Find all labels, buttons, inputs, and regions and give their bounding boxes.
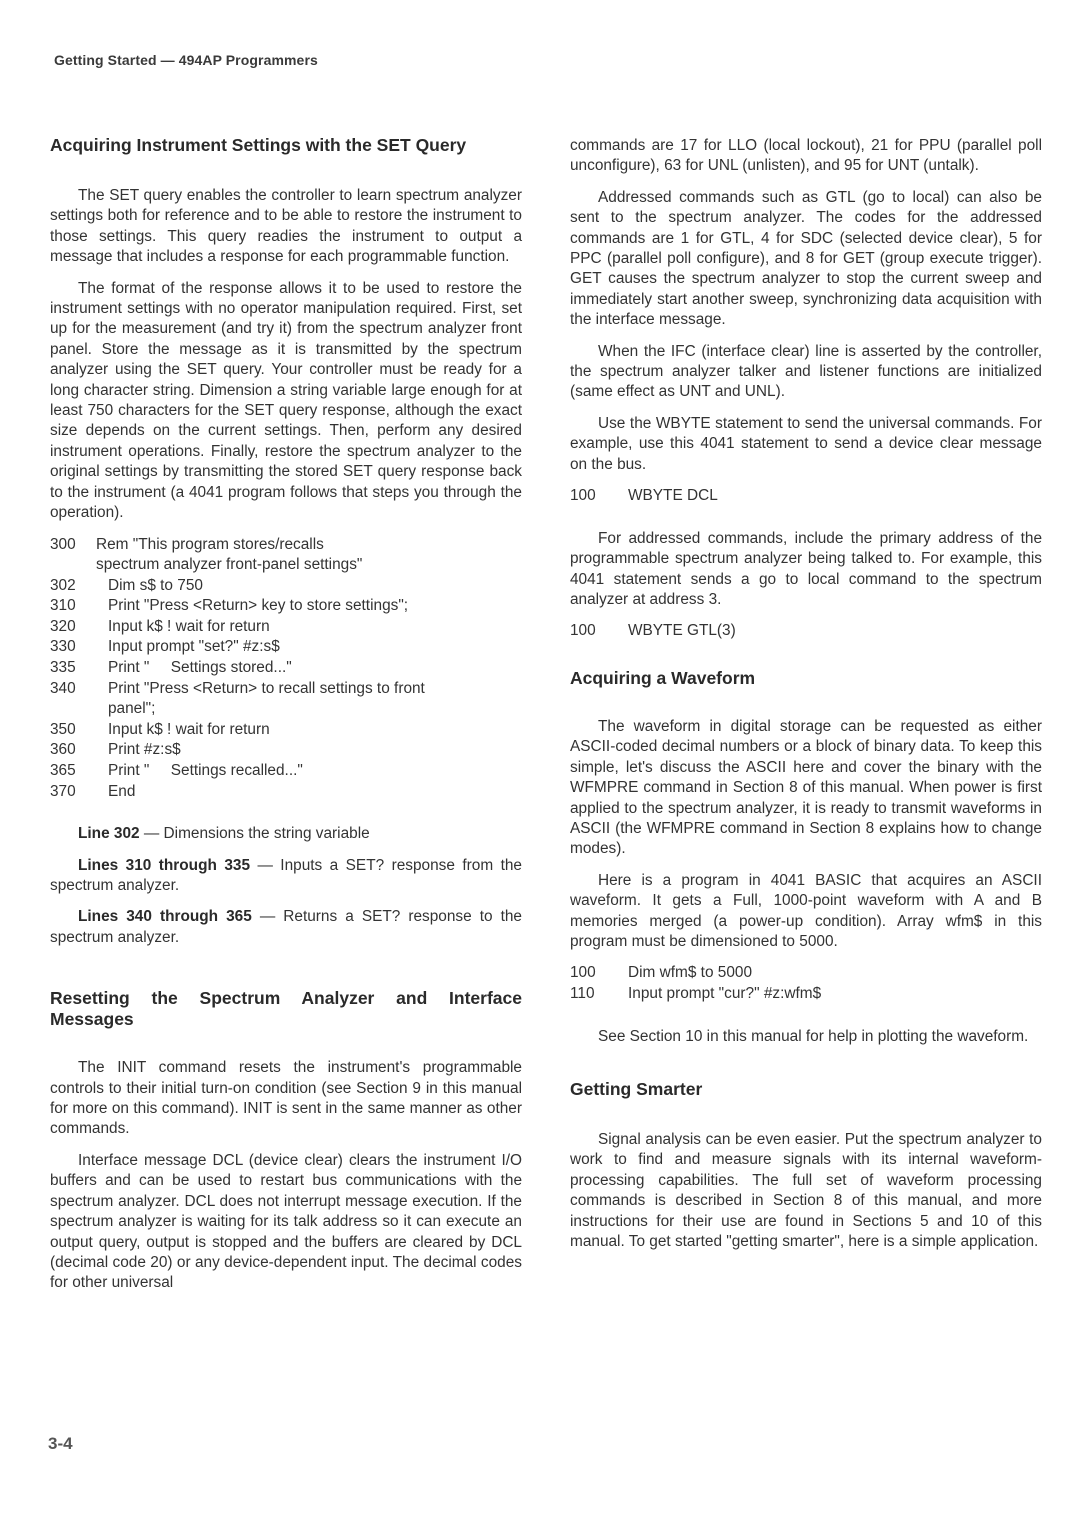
line-note: Lines 340 through 365 — Returns a SET? response to the spectrum analyzer.	[50, 908, 522, 946]
section-heading-resetting: Resetting the Spectrum Analyzer and Interface Messages	[50, 988, 522, 1030]
paragraph: Signal analysis can be even easier. Put the spectrum analyzer to work to find and measure signals with its internal waveform-processing capabilities. The full set of waveform processing commands is described in Section 8 of this manual, and more instructions for their use are found in Sections 5 and 10 of this manual. To get started "getting smarter", here is a simple application.	[570, 1130, 1042, 1250]
page-number: 3-4	[48, 1434, 73, 1453]
code-line: 365 Print " Settings recalled..."	[50, 762, 303, 780]
code-line: panel";	[108, 700, 156, 718]
line-note: Line 302 — Dimensions the string variable	[78, 825, 370, 843]
paragraph: The INIT command resets the instrument's programmable controls to their initial turn-on condition (see Section 9 in this manual for more on this command). INIT is sent in the same manner as other commands.	[50, 1059, 522, 1138]
paragraph: The format of the response allows it to be used to restore the instrument settings with no operator manipulation required. First, set up for the measurement (and try it) from the spectrum analyzer front panel. Store the message as it is transmitted by the spectrum analyzer using the SET query. Your controller must be ready for a long character string. Dimension a string variable large enough for at least 750 characters for the SET query response, although the exact size depends on the current settings. Then, perform any desired instrument operations. Finally, restore the spectrum analyzer to the original settings by transmitting the stored SET query response back to the instrument (a 4041 program follows that steps you through the operation).	[50, 279, 522, 522]
code-line: 330 Input prompt "set?" #z:s$	[50, 638, 280, 656]
paragraph: See Section 10 in this manual for help in plotting the waveform.	[598, 1027, 1029, 1045]
right-column	[570, 136, 1042, 1252]
code-line: 340 Print "Press <Return> to recall settings to front	[50, 679, 425, 697]
paragraph: commands are 17 for LLO (local lockout), 21 for PPU (parallel poll unconfigure), 63 for UNL (unlisten), and 95 for UNT (untalk).	[570, 137, 1042, 175]
paragraph: For addressed commands, include the primary address of the programmable spectrum analyzer being talked to. For example, this 4041 statement sends a go to local command to the spectrum analyzer at address 3.	[570, 529, 1042, 608]
code-line: 320 Input k$ ! wait for return	[50, 617, 270, 635]
code-line: 350 Input k$ ! wait for return	[50, 720, 270, 738]
code-line: 370 End	[50, 782, 136, 800]
code-line: 300 Rem "This program stores/recalls	[50, 535, 324, 553]
code-line: spectrum analyzer front-panel settings"	[96, 556, 363, 574]
paragraph: The SET query enables the controller to learn spectrum analyzer settings both for reference and to be able to restore the instrument to those settings. This query readies the instrument to output a message that includes a response for each programmable function.	[50, 187, 522, 266]
paragraph: Interface message DCL (device clear) clears the instrument I/O buffers and can be used to restart bus communications with the spectrum analyzer. DCL does not interrupt message execution. If the spectrum analyzer is waiting for its talk address so it can execute an output query, output is stopped and the buffers are cleared by DCL (decimal code 20) or any device-dependent input. The decimal codes for other universal	[50, 1151, 522, 1292]
paragraph: The waveform in digital storage can be requested as either ASCII-coded decimal numbers or a block of binary data. To keep this simple, let's discuss the ASCII here and cover the binary with the WFMPRE command in Section 8 of this manual. When power is first applied to the spectrum analyzer, it is ready to transmit waveforms in ASCII (the WFMPRE command in Section 8 explains how to change modes).	[570, 717, 1042, 858]
paragraph: Addressed commands such as GTL (go to local) can also be sent to the spectrum analyzer. The codes for the addressed commands are 1 for GTL, 4 for SDC (selected device clear), 5 for PPC (parallel poll configure), and 8 for GET (group execute trigger). GET causes the spectrum analyzer to stop the current sweep and immediately start another sweep, synchronizing data acquisition with the interface message.	[570, 188, 1042, 329]
code-listing-set-program	[50, 535, 522, 803]
line-note: Lines 310 through 335 — Inputs a SET? response from the spectrum analyzer.	[50, 856, 522, 895]
section-heading-set-query: Acquiring Instrument Settings with the SET Query	[50, 135, 467, 155]
code-listing-wbyte-gtl: 100 WBYTE GTL(3)	[570, 622, 736, 640]
code-listing-waveform	[570, 963, 1042, 1004]
code-line: 100 Dim wfm$ to 5000	[570, 964, 753, 982]
code-line: 335 Print " Settings stored..."	[50, 659, 292, 677]
paragraph: Here is a program in 4041 BASIC that acquires an ASCII waveform. It gets a Full, 1000-point waveform with A and B memories merged (a power-up condition). Array wfm$ in this program must be dimensioned to 5000.	[570, 871, 1042, 950]
left-column	[50, 131, 522, 1294]
code-line: 360 Print #z:s$	[50, 741, 181, 759]
section-heading-getting-smarter: Getting Smarter	[570, 1078, 703, 1099]
code-line: 302 Dim s$ to 750	[50, 576, 203, 594]
running-head: Getting Started — 494AP Programmers	[54, 52, 318, 68]
code-line: 310 Print "Press <Return> key to store settings";	[50, 597, 409, 615]
section-heading-waveform: Acquiring a Waveform	[570, 667, 756, 688]
paragraph: When the IFC (interface clear) line is asserted by the controller, the spectrum analyzer talker and listener functions are initialized (same effect as UNT and UNL).	[570, 342, 1042, 401]
code-listing-wbyte-dcl: 100 WBYTE DCL	[570, 487, 718, 505]
paragraph: Use the WBYTE statement to send the universal commands. For example, use this 4041 statement to send a device clear message on the bus.	[570, 414, 1042, 473]
code-line: 110 Input prompt "cur?" #z:wfm$	[570, 984, 822, 1002]
